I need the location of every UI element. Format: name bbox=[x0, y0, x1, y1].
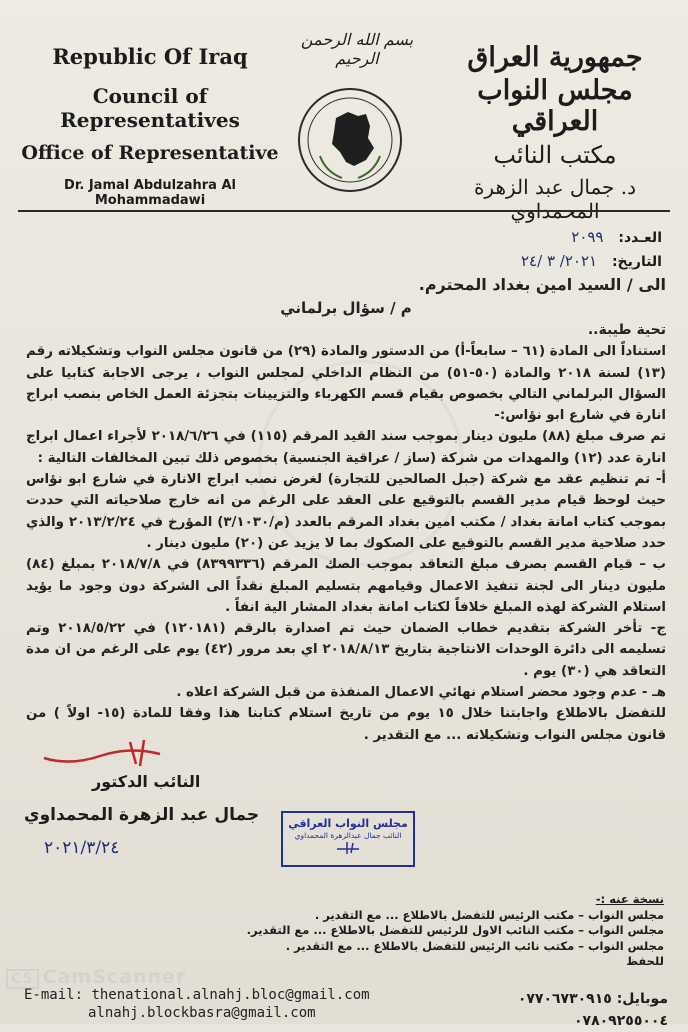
letterhead-country-ar: جمهورية العراق bbox=[467, 42, 643, 73]
addressee-line: الى / السيد امين بغداد المحترم. bbox=[418, 275, 666, 294]
reference-number-label: العـدد: bbox=[618, 230, 662, 246]
letterhead-council: Council of Representatives bbox=[60, 84, 240, 132]
stamp-line2: النائب جمال عبدالزهرة المحمداوي bbox=[294, 831, 402, 840]
closing-paragraph: للتفضل بالاطلاع واجابتنا خلال ١٥ يوم من تاريخ استلام كتابنا هذا وفقا للمادة (١٥- اولاً ) من قانون مجلس النواب وتشكيلاته ... مع التقدير . bbox=[26, 706, 666, 743]
copy-item: مجلس النواب – مكتب الرئيس للتفضل بالاطلاع ... مع التقدير . bbox=[314, 907, 664, 922]
greeting: تحية طيبة.. bbox=[587, 322, 666, 338]
letterhead-country: Republic Of Iraq bbox=[52, 44, 248, 69]
subject-line: م / سؤال برلماني bbox=[280, 299, 412, 317]
stamp-line1: مجلس النواب العراقي bbox=[288, 817, 408, 830]
reference-number bbox=[571, 228, 662, 246]
header-divider bbox=[18, 210, 670, 212]
camscanner-brand: CamScanner bbox=[42, 966, 187, 988]
letter-body bbox=[26, 320, 666, 746]
red-signature-scribble bbox=[40, 736, 180, 770]
letterhead-name-ar: د. جمال عبد الزهرة المحمداوي bbox=[473, 175, 637, 223]
signature-name: جمال عبد الزهرة المحمداوي bbox=[24, 805, 260, 825]
copy-item: للحفظ bbox=[626, 954, 664, 969]
official-stamp bbox=[281, 811, 415, 867]
reference-number-value: ٢٠٩٩ bbox=[571, 228, 604, 246]
mobile-number-1: ٠٧٧٠٦٧٣٠٩١٥ bbox=[517, 991, 612, 1007]
signature-date: ٢٠٢١/٣/٢٤ bbox=[44, 838, 120, 858]
copies-heading: نسخة عنه :- bbox=[595, 892, 664, 906]
finding-item-a: أ- تم تنظيم عقد مع شركة (جبل الصالحين للتجارة) لغرض نصب ابراج الانارة في شارع ابو نؤاس حيث لوحظ قيام مدير القسم بالتوقيع على العقد على الرغم من انه خارج صلاحياته التي حددت بموجب كتاب امانة بغداد / مكتب امين بغداد المرقم بالعدد (م/٣/١٠٣٠) المؤرخ في ٢٠١٣/٢/٢٤ والذي حدد صلاحية مدير القسم بالتوقيع على الصكوك بما لا يزيد عن (٢٠) مليون دينار . bbox=[26, 472, 666, 551]
letterhead-representative-name: Dr. Jamal Abdulzahra Al Mohammadawi bbox=[64, 178, 236, 208]
letterhead-office: Office of Representative bbox=[21, 142, 279, 164]
council-seal-logo bbox=[296, 86, 404, 194]
intro-paragraph: استناداً الى المادة (٦١ – سابعاً-أ) من الدستور والمادة (٢٩) من قانون مجلس النواب وتشكيلاته رقم (١٣) لسنة ٢٠١٨ والمادة (٥٠-٥١) من النظام الداخلي لمجلس النواب ، يرجى الاجابة كتابيا على السؤال البرلماني التالي بخصوص بقيام قسم الكهرباء والتزيينات بتجزئة العمل الخاص بنصب ابراج انارة في شارع ابو نؤاس:- bbox=[26, 344, 666, 424]
camscanner-badge: CS bbox=[6, 969, 39, 989]
reference-date-label: التاريخ: bbox=[611, 254, 662, 270]
iraq-map-icon bbox=[332, 112, 374, 166]
findings-paragraph: تم صرف مبلغ (٨٨) مليون دينار بموجب سند القيد المرقم (١١٥) في ٢٠١٨/٦/٢٦ لأجراء اعمال ابراج انارة عدد (١٢) والمهدات من شركة (ساز / عراقية الجنسية) بخصوص ذلك تبين المخالفات التالية : bbox=[26, 429, 666, 466]
finding-item-d: هـ - عدم وجود محضر استلام نهائي الاعمال المنفذة من قبل الشركة اعلاه . bbox=[176, 685, 666, 701]
basmala-calligraphy: بسم الله الرحمن الرحيم bbox=[300, 30, 414, 68]
signature-title: النائب الدكتور bbox=[92, 772, 201, 791]
footer-mobile bbox=[518, 988, 668, 1032]
wheat-left-icon bbox=[320, 156, 342, 178]
arabic-letterhead bbox=[450, 42, 660, 223]
english-letterhead bbox=[20, 40, 280, 208]
copy-item: مجلس النواب – مكتب النائب الاول للرئيس للتفضل بالاطلاع ... مع التقدير. bbox=[246, 923, 664, 938]
reference-date bbox=[521, 252, 662, 270]
letterhead-council-ar: مجلس النواب العراقي bbox=[477, 75, 633, 137]
footer-emails bbox=[24, 986, 370, 1022]
copies-list bbox=[247, 892, 664, 970]
mobile-label: موبايل: bbox=[616, 991, 668, 1007]
mobile-number-2: ٠٧٨٠٩٢٥٥٠٠٤ bbox=[574, 1013, 668, 1029]
copy-item: مجلس النواب – مكتب نائب الرئيس للتفضل بالاطلاع ... مع التقدير . bbox=[285, 938, 664, 953]
letterhead-office-ar: مكتب النائب bbox=[493, 141, 617, 169]
reference-date-value: ٢٠٢١/ ٣ /٢٤ bbox=[521, 252, 598, 270]
footer-email-1: E-mail: thenational.alnahj.bloc@gmail.com bbox=[24, 987, 370, 1003]
footer-email-2: alnahj.blockbasra@gmail.com bbox=[88, 1005, 316, 1021]
finding-item-c: ج- تأخر الشركة بتقديم خطاب الضمان حيث تم اصدارة بالرقم (١٢٠١٨١) في ٢٠١٨/٥/٢٢ وتم تسليمه الى دائرة الوحدات الانتاجية بتاريخ ٢٠١٨/٨/١٣ اي بعد مرور (٤٢) يوم على الرغم من ان مدة التعاقد هي (٣٠) يوم . bbox=[26, 621, 667, 679]
stamp-signature-mark bbox=[333, 841, 363, 855]
finding-item-b: ب – قيام القسم بصرف مبلغ التعاقد بموجب الصك المرقم (٨٣٩٩٣٣٦) في ٢٠١٨/٧/٨ بمبلغ (٨٤) مليون دينار الى لجنة تنفيذ الاعمال وقيامهم بتسليم المبلغ نقداً الى الشركة دون وجود ما يؤيد استلام الشركة لهذه المبلغ خلافاً لكتاب امانة بغداد المشار الية انفاً . bbox=[26, 557, 666, 615]
